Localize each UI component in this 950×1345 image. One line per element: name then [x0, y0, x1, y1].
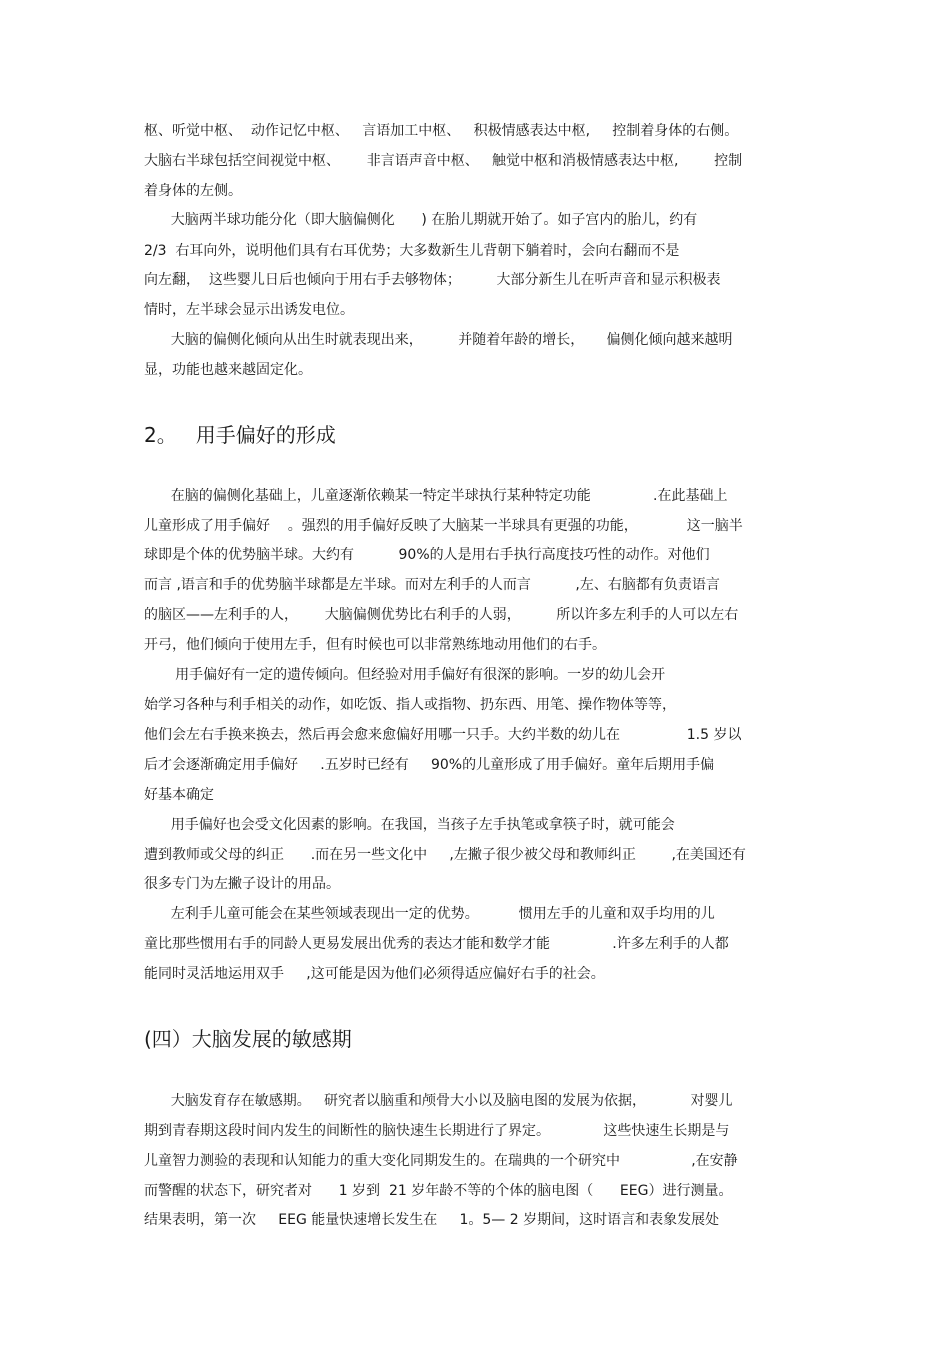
paragraph-line: 好基本确定: [144, 787, 214, 803]
paragraph-line: 儿童形成了用手偏好 。强烈的用手偏好反映了大脑某一半球具有更强的功能， 这一脑半: [144, 518, 743, 534]
paragraph-line: 而言 ,语言和手的优势脑半球都是左半球。而对左利手的人而言 ,左、右脑都有负责语言: [144, 577, 720, 593]
paragraph-line: 大脑两半球功能分化（即大脑偏侧化 ) 在胎儿期就开始了。如子宫内的胎儿，约有: [144, 212, 698, 228]
paragraph-line: 童比那些惯用右手的同龄人更易发展出优秀的表达才能和数学才能 .许多左利手的人都: [144, 936, 729, 952]
paragraph-line: 的脑区——左利手的人， 大脑偏侧优势比右利手的人弱， 所以许多左利手的人可以左右: [144, 607, 739, 623]
paragraph-line: 着身体的左侧。: [144, 183, 242, 199]
section-heading: 2。 用手偏好的形成: [144, 423, 336, 447]
paragraph-line: 在脑的偏侧化基础上，儿童逐渐依赖某一特定半球执行某种特定功能 .在此基础上: [144, 488, 728, 504]
paragraph-line: 后才会逐渐确定用手偏好 .五岁时已经有 90%的儿童形成了用手偏好。童年后期用手偏: [144, 757, 715, 773]
paragraph-line: 左利手儿童可能会在某些领域表现出一定的优势。 惯用左手的儿童和双手均用的儿: [144, 906, 715, 922]
section-heading: (四）大脑发展的敏感期: [144, 1027, 352, 1051]
paragraph-line: 大脑发育存在敏感期。 研究者以脑重和颅骨大小以及脑电图的发展为依据， 对婴儿: [144, 1093, 733, 1109]
paragraph-line: 大脑的偏侧化倾向从出生时就表现出来， 并随着年龄的增长， 偏侧化倾向越来越明: [144, 332, 733, 348]
paragraph-line: 情时，左半球会显示出诱发电位。: [144, 302, 354, 318]
paragraph-line: 而警醒的状态下，研究者对 1 岁到 21 岁年龄不等的个体的脑电图（ EEG）进行测量。: [144, 1183, 733, 1199]
paragraph-line: 儿童智力测验的表现和认知能力的重大变化同期发生的。在瑞典的一个研究中 ,在安静: [144, 1153, 738, 1169]
paragraph-line: 大脑右半球包括空间视觉中枢、 非言语声音中枢、 触觉中枢和消极情感表达中枢, 控制: [144, 153, 743, 169]
paragraph-line: 开弓，他们倾向于使用左手，但有时候也可以非常熟练地动用他们的右手。: [144, 637, 606, 653]
paragraph-line: 向左翻， 这些婴儿日后也倾向于用右手去够物体； 大部分新生儿在听声音和显示积极表: [144, 272, 721, 288]
paragraph-line: 用手偏好有一定的遗传倾向。但经验对用手偏好有很深的影响。一岁的幼儿会开: [144, 667, 666, 683]
paragraph-line: 2/3 右耳向外，说明他们具有右耳优势；大多数新生儿背朝下躺着时，会向右翻而不是: [144, 243, 680, 259]
paragraph-line: 显，功能也越来越固定化。: [144, 362, 312, 378]
paragraph-line: 他们会左右手换来换去，然后再会愈来愈偏好用哪一只手。大约半数的幼儿在 1.5 岁以: [144, 727, 742, 743]
paragraph-line: 用手偏好也会受文化因素的影响。在我国，当孩子左手执笔或拿筷子时，就可能会: [144, 817, 675, 833]
paragraph-line: 球即是个体的优势脑半球。大约有 90%的人是用右手执行高度技巧性的动作。对他们: [144, 547, 710, 563]
paragraph-line: 很多专门为左撇子设计的用品。: [144, 876, 340, 892]
paragraph-line: 期到青春期这段时间内发生的间断性的脑快速生长期进行了界定。 这些快速生长期是与: [144, 1123, 730, 1139]
paragraph-line: 枢、听觉中枢、 动作记忆中枢、 言语加工中枢、 积极情感表达中枢, 控制着身体的右侧。: [144, 123, 739, 139]
paragraph-line: 结果表明，第一次 EEG 能量快速增长发生在 1。5— 2 岁期间，这时语言和表象发展处: [144, 1212, 720, 1228]
paragraph-line: 能同时灵活地运用双手 ,这可能是因为他们必须得适应偏好右手的社会。: [144, 966, 605, 982]
paragraph-line: 遭到教师或父母的纠正 .而在另一些文化中 ,左撇子很少被父母和教师纠正 ,在美国还有: [144, 847, 746, 863]
paragraph-line: 始学习各种与利手相关的动作，如吃饭、指人或指物、扔东西、用笔、操作物体等等，: [144, 697, 676, 713]
